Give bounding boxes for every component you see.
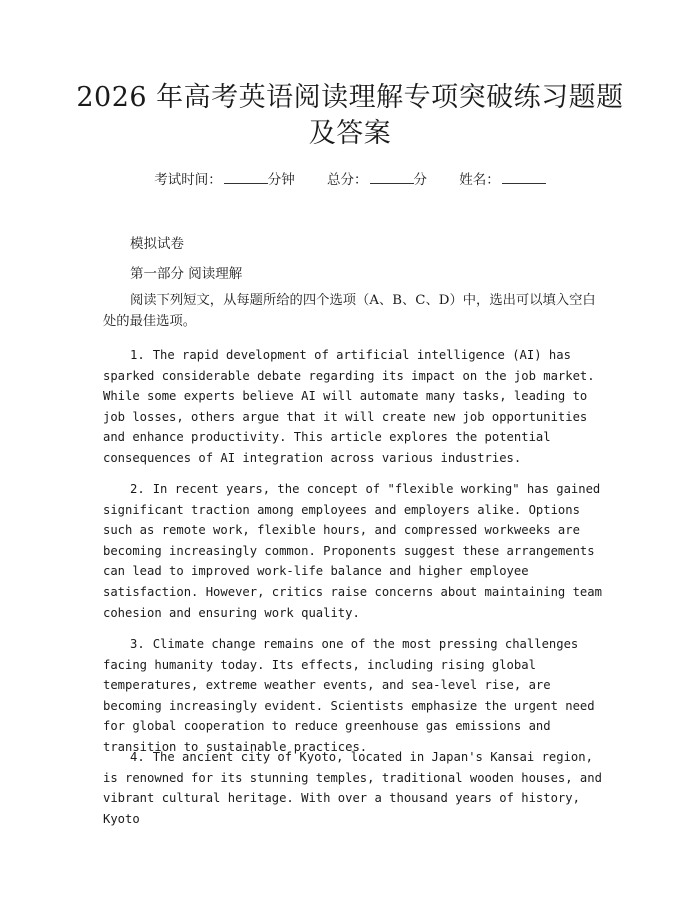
time-unit: 分钟: [267, 172, 295, 188]
question-number: 4.: [130, 750, 145, 764]
score-unit: 分: [413, 172, 427, 188]
page-title: [60, 80, 640, 152]
title-line-1: 2026 年高考英语阅读理解专项突破练习题题: [76, 82, 624, 113]
time-label: 考试时间：: [154, 172, 222, 188]
name-blank[interactable]: [502, 171, 546, 184]
question-3: [103, 634, 603, 758]
score-field: [327, 172, 431, 188]
question-number: 3.: [130, 637, 145, 651]
score-label: 总分：: [327, 172, 368, 188]
question-text: The ancient city of Kyoto, located in Japan's Kansai region, is renowned for its stunning temples, traditional wooden houses, and vibrant cultural heritage. With over a thousand years of history, Kyoto: [103, 750, 602, 826]
question-number: 2.: [130, 482, 145, 496]
time-blank[interactable]: [224, 171, 268, 184]
instruction-text: 阅读下列短文，从每题所给的四个选项（A、B、C、D）中，选出可以填入空白处的最佳选项。: [103, 293, 596, 329]
name-field: [459, 172, 546, 188]
question-1: [103, 345, 603, 469]
question-text: Climate change remains one of the most pressing challenges facing humanity today. Its effects, including rising global temperatures, extreme weather events, and sea-level rise, are becoming increasingly evident. Scientists emphasize the urgent need for global cooperation to reduce greenhouse gas emissions and transition to sustainable practices.: [103, 637, 595, 754]
title-line-2: 及答案: [308, 118, 392, 149]
question-number: 1.: [130, 348, 145, 362]
name-label: 姓名：: [459, 172, 500, 188]
section-label: 模拟试卷: [130, 236, 184, 252]
question-text: In recent years, the concept of "flexible working" has gained significant traction among employees and employers alike. Options such as remote work, flexible hours, and compressed workweeks are becoming increasingly common. Proponents suggest these arrangements can lead to improved work-life balance and higher employee satisfaction. However, critics raise concerns about maintaining team cohesion and ensuring work quality.: [103, 482, 602, 620]
exam-meta: [0, 168, 700, 188]
time-field: [154, 172, 299, 188]
question-text: The rapid development of artificial intelligence (AI) has sparked considerable debate regarding its impact on the job market. While some experts believe AI will automate many tasks, leading to job losses, others argue that it will create new job opportunities and enhance productivity. This article explores the potential consequences of AI integration across various industries.: [103, 348, 595, 465]
question-2: [103, 479, 603, 623]
question-4: [103, 747, 603, 829]
part-label: 第一部分 阅读理解: [130, 266, 243, 282]
score-blank[interactable]: [370, 171, 414, 184]
